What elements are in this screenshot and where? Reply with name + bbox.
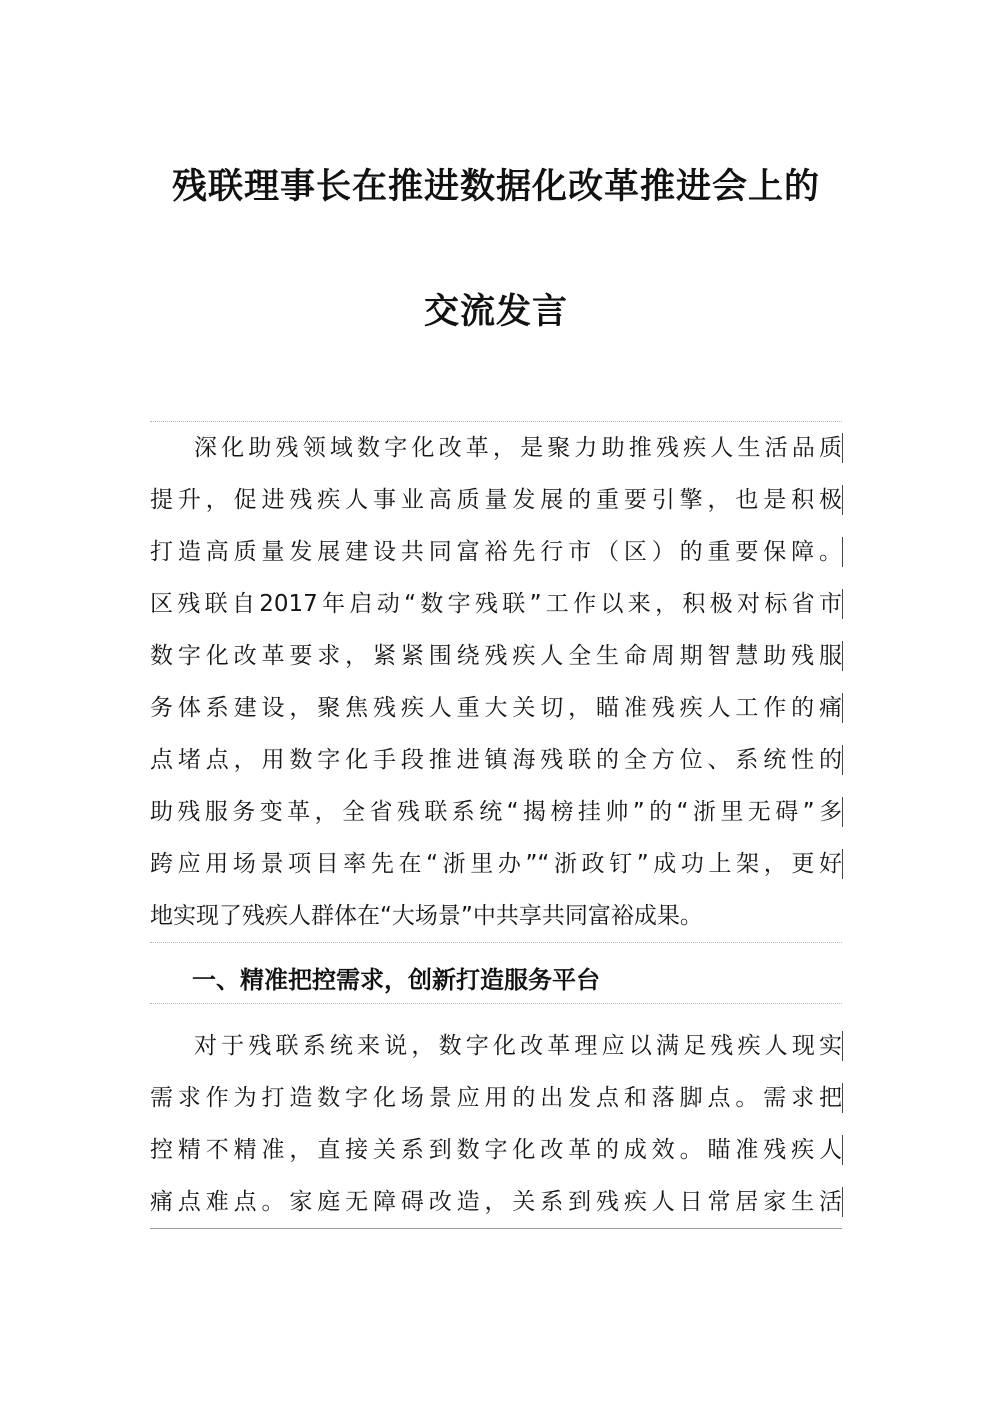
paragraph-1-line: 点堵点，用数字化手段推进镇海残联的全方位、系统性的 <box>150 747 842 773</box>
paragraph-1-line: 务体系建设，聚焦残疾人重大关切，瞄准残疾人工作的痛 <box>150 695 842 721</box>
paragraph-1-line: 提升，促进残疾人事业高质量发展的重要引擎，也是积极 <box>150 487 842 513</box>
line-end-marker <box>842 693 843 723</box>
paragraph-2-line: 对于残联系统来说，数字化改革理应以满足残疾人现实 <box>194 1033 842 1059</box>
document-title-line-2: 交流发言 <box>423 292 568 332</box>
paragraph-bottom-rule <box>150 942 842 943</box>
paragraph-1-line: 区残联自2017年启动“数字残联”工作以来，积极对标省市 <box>150 591 842 617</box>
paragraph-2-line: 痛点难点。家庭无障碍改造，关系到残疾人日常居家生活 <box>150 1189 842 1215</box>
document-title-line-1: 残联理事长在推进数据化改革推进会上的 <box>171 167 820 207</box>
line-end-marker <box>842 1083 843 1113</box>
line-end-marker <box>842 1031 843 1061</box>
paragraph-2-line: 需求作为打造数字化场景应用的出发点和落脚点。需求把 <box>150 1085 842 1111</box>
paragraph-top-rule <box>150 1003 842 1004</box>
paragraph-2-line: 控精不精准，直接关系到数字化改革的成效。瞄准残疾人 <box>150 1137 842 1163</box>
line-end-marker <box>842 433 843 463</box>
paragraph-1-line: 深化助残领域数字化改革，是聚力助推残疾人生活品质 <box>194 435 842 461</box>
line-end-marker <box>842 1135 843 1165</box>
line-end-marker <box>842 849 843 879</box>
line-end-marker <box>842 537 843 567</box>
page-break-rule <box>150 1228 842 1229</box>
paragraph-1-line: 地实现了残疾人群体在“大场景”中共享共同富裕成果。 <box>150 903 703 929</box>
line-end-marker <box>842 641 843 671</box>
line-end-marker <box>842 745 843 775</box>
line-end-marker <box>842 797 843 827</box>
paragraph-1-line: 数字化改革要求，紧紧围绕残疾人全生命周期智慧助残服 <box>150 643 842 669</box>
paragraph-1-line: 助残服务变革，全省残联系统“揭榜挂帅”的“浙里无碍”多 <box>150 799 842 825</box>
paragraph-1-line: 跨应用场景项目率先在“浙里办”“浙政钉”成功上架，更好 <box>150 851 842 877</box>
section-heading: 一、精准把控需求，创新打造服务平台 <box>192 966 600 994</box>
line-end-marker <box>842 1187 843 1217</box>
line-end-marker <box>842 589 843 619</box>
line-end-marker <box>842 485 843 515</box>
paragraph-1-line: 打造高质量发展建设共同富裕先行市（区）的重要保障。 <box>150 539 842 565</box>
paragraph-1 <box>150 422 842 942</box>
paragraph-2 <box>150 1020 842 1228</box>
